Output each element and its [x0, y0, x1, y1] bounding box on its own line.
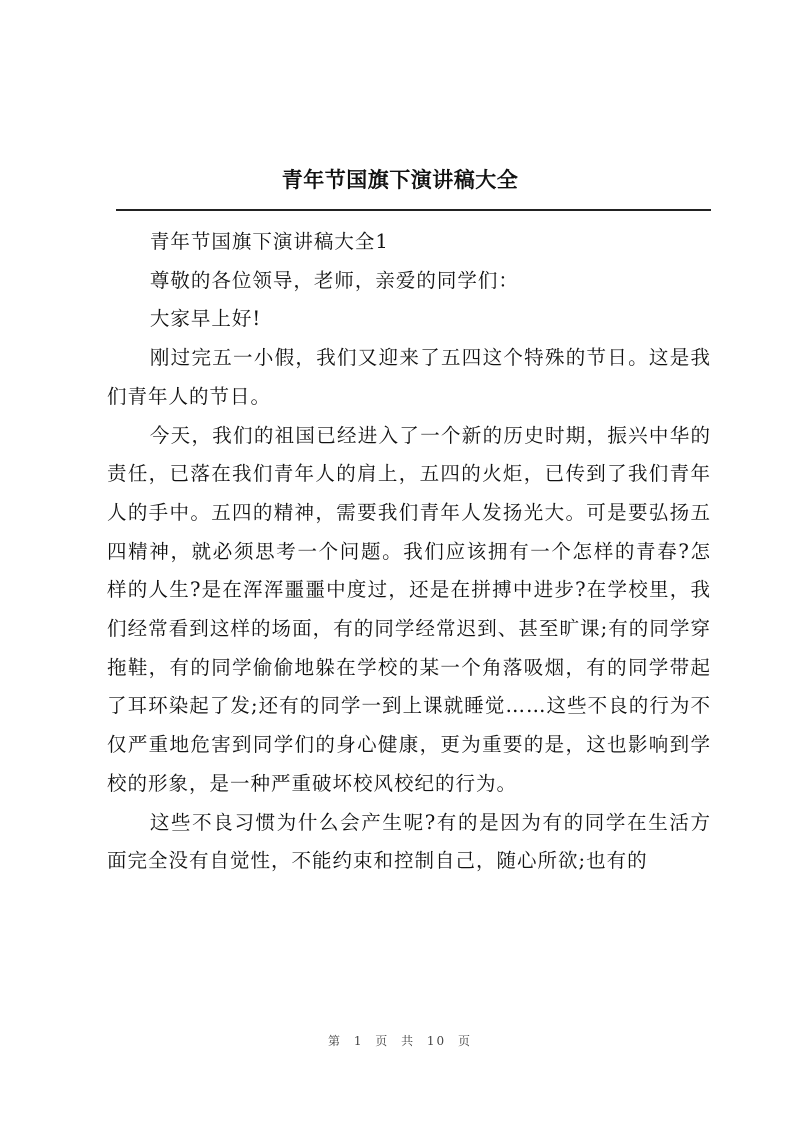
paragraph: 今天，我们的祖国已经进入了一个新的历史时期，振兴中华的责任，已落在我们青年人的肩上，五四的火炬，已传到了我们青年人的手中。五四的精神，需要我们青年人发扬光大。可是要弘扬五四精神，就必须思考一个问题。我们应该拥有一个怎样的青春?怎样的人生?是在浑浑噩噩中度过，还是在拼搏中进步?在学校里，我们经常看到这样的场面，有的同学经常迟到、甚至旷课;有的同学穿拖鞋，有的同学偷偷地躲在学校的某一个角落吸烟，有的同学带起了耳环染起了发;还有的同学一到上课就睡觉……这些不良的行为不仅严重地危害到同学们的身心健康，更为重要的是，这也影响到学校的形象，是一种严重破坏校风校纪的行为。 — [107, 423, 711, 795]
paragraph-salutation: 尊敬的各位领导，老师，亲爱的同学们： — [149, 268, 519, 292]
paragraph: 这些不良习惯为什么会产生呢?有的是因为有的同学在生活方面完全没有自觉性，不能约束和控制自己，随心所欲;也有的 — [107, 810, 711, 873]
paragraph: 刚过完五一小假，我们又迎来了五四这个特殊的节日。这是我们青年人的节日。 — [107, 346, 711, 408]
paragraph-greeting: 大家早上好! — [149, 307, 262, 331]
page-number: 第 1 页 共 10 页 — [328, 1034, 472, 1048]
document-body — [107, 223, 711, 881]
document-title: 青年节国旗下演讲稿大全 — [281, 168, 519, 192]
title-divider — [116, 209, 711, 211]
paragraph-heading: 青年节国旗下演讲稿大全1 — [149, 230, 389, 253]
